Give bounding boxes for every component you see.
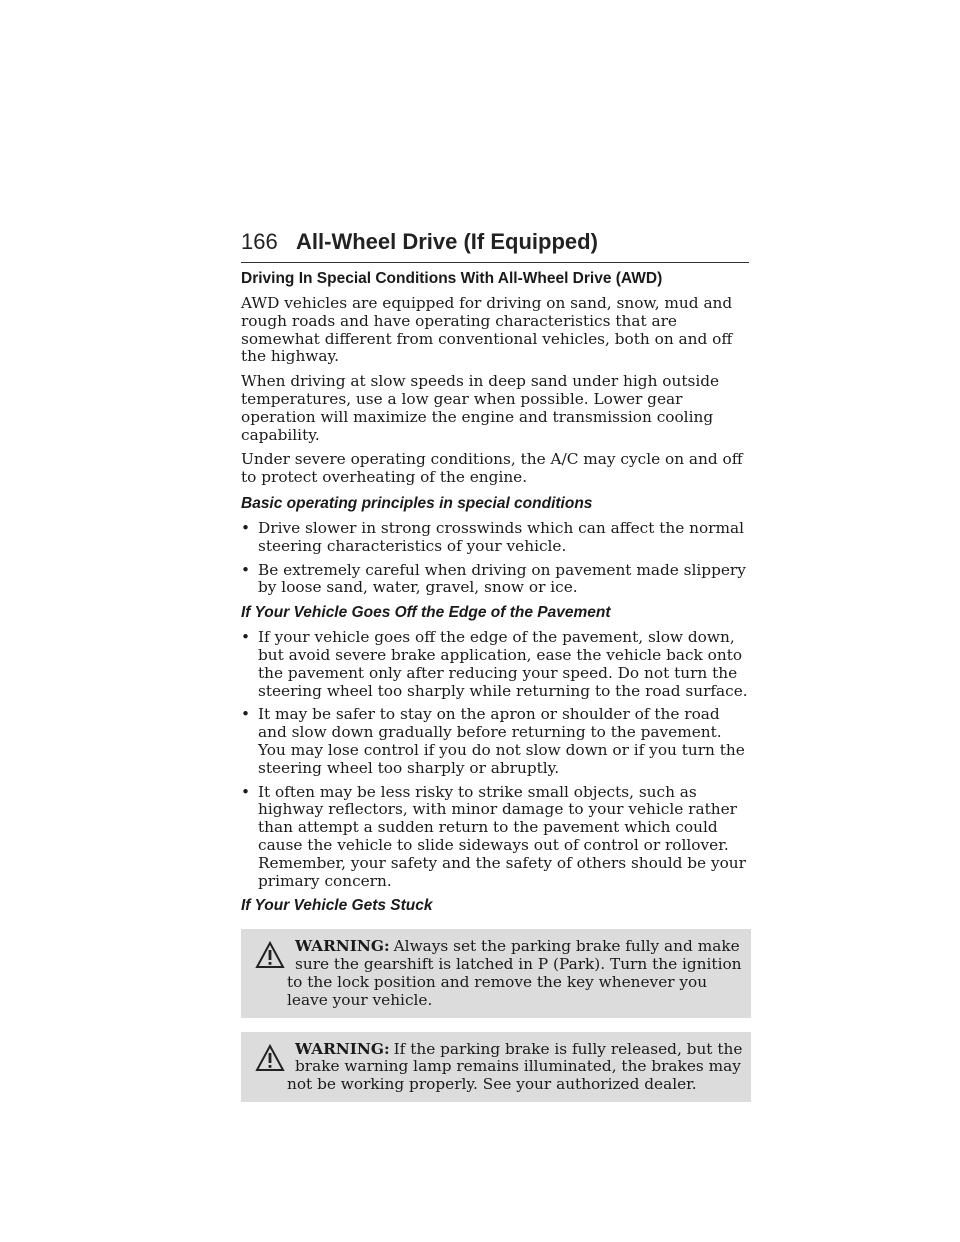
subsection-title-off-edge: If Your Vehicle Goes Off the Edge of the Pavement [241,604,611,622]
paragraph: When driving at slow speeds in deep sand under high outside temperatures, use a low gear when possible. Lower gear operation will maximize the engine and transmission cooling capability. [241,372,720,444]
bullet-list-basic [241,520,751,597]
subsection-title-basic: Basic operating principles in special conditions [241,494,593,512]
subsection-title-stuck: If Your Vehicle Gets Stuck [241,897,433,915]
list-item-text: Be extremely careful when driving on pavement made slippery by loose sand, water, gravel, snow or ice. [258,560,746,597]
list-item [241,520,751,556]
bullet-glyph: • [241,518,251,537]
list-item-text: If your vehicle goes off the edge of the pavement, slow down, but avoid severe brake application, ease the vehicle back onto the pavement only after reducing your speed. Do not turn the steering wheel too sharply while returning to the road surface. [258,628,748,700]
warning-text: Always set the parking brake fully and make sure the gearshift is latched in P (Park). Turn the ignition to the lock position and remove the key whenever you leave your vehicle. [287,937,742,1009]
chapter-title: All-Wheel Drive (If Equipped) [296,229,598,254]
bullet-glyph: • [241,560,251,579]
warning-text: If the parking brake is fully released, but the brake warning lamp remains illuminated, the brakes may not be working properly. See your authorized dealer. [287,1039,743,1094]
list-item [241,706,751,777]
list-item [241,562,751,598]
list-item-text: Drive slower in strong crosswinds which can affect the normal steering characteristics of your vehicle. [258,518,745,555]
bullet-glyph: • [241,628,251,647]
page-content [241,269,751,1116]
warning-triangle-icon [255,1044,285,1072]
list-item [241,629,751,700]
bullet-glyph: • [241,782,251,801]
page-header [241,228,749,263]
paragraph: Under severe operating conditions, the A/C may cycle on and off to protect overheating of the engine. [241,450,743,487]
warning-box [241,929,751,1017]
warning-box [241,1032,751,1102]
list-item-text: It may be safer to stay on the apron or shoulder of the road and slow down gradually before returning to the pavement. You may lose control if you do not slow down or if you turn the steering wheel too sharply or abruptly. [258,705,745,777]
bullet-list-off-edge [241,629,751,890]
warning-triangle-icon [255,941,285,969]
list-item-text: It often may be less risky to strike small objects, such as highway reflectors, with minor damage to your vehicle rather than attempt a sudden return to the pavement which could cause the vehicle to slide sideways out of control or rollover. Remember, your safety and the safety of others should be your primary concern. [258,782,746,890]
paragraph: AWD vehicles are equipped for driving on sand, snow, mud and rough roads and have operating characteristics that are somewhat different from conventional vehicles, both on and off the highway. [241,294,733,366]
list-item [241,784,751,891]
page-number: 166 [241,229,278,254]
section-title: Driving In Special Conditions With All-Wheel Drive (AWD) [241,270,663,287]
bullet-glyph: • [241,705,251,724]
warning-label: WARNING: [295,1039,390,1058]
warning-label: WARNING: [295,937,390,956]
